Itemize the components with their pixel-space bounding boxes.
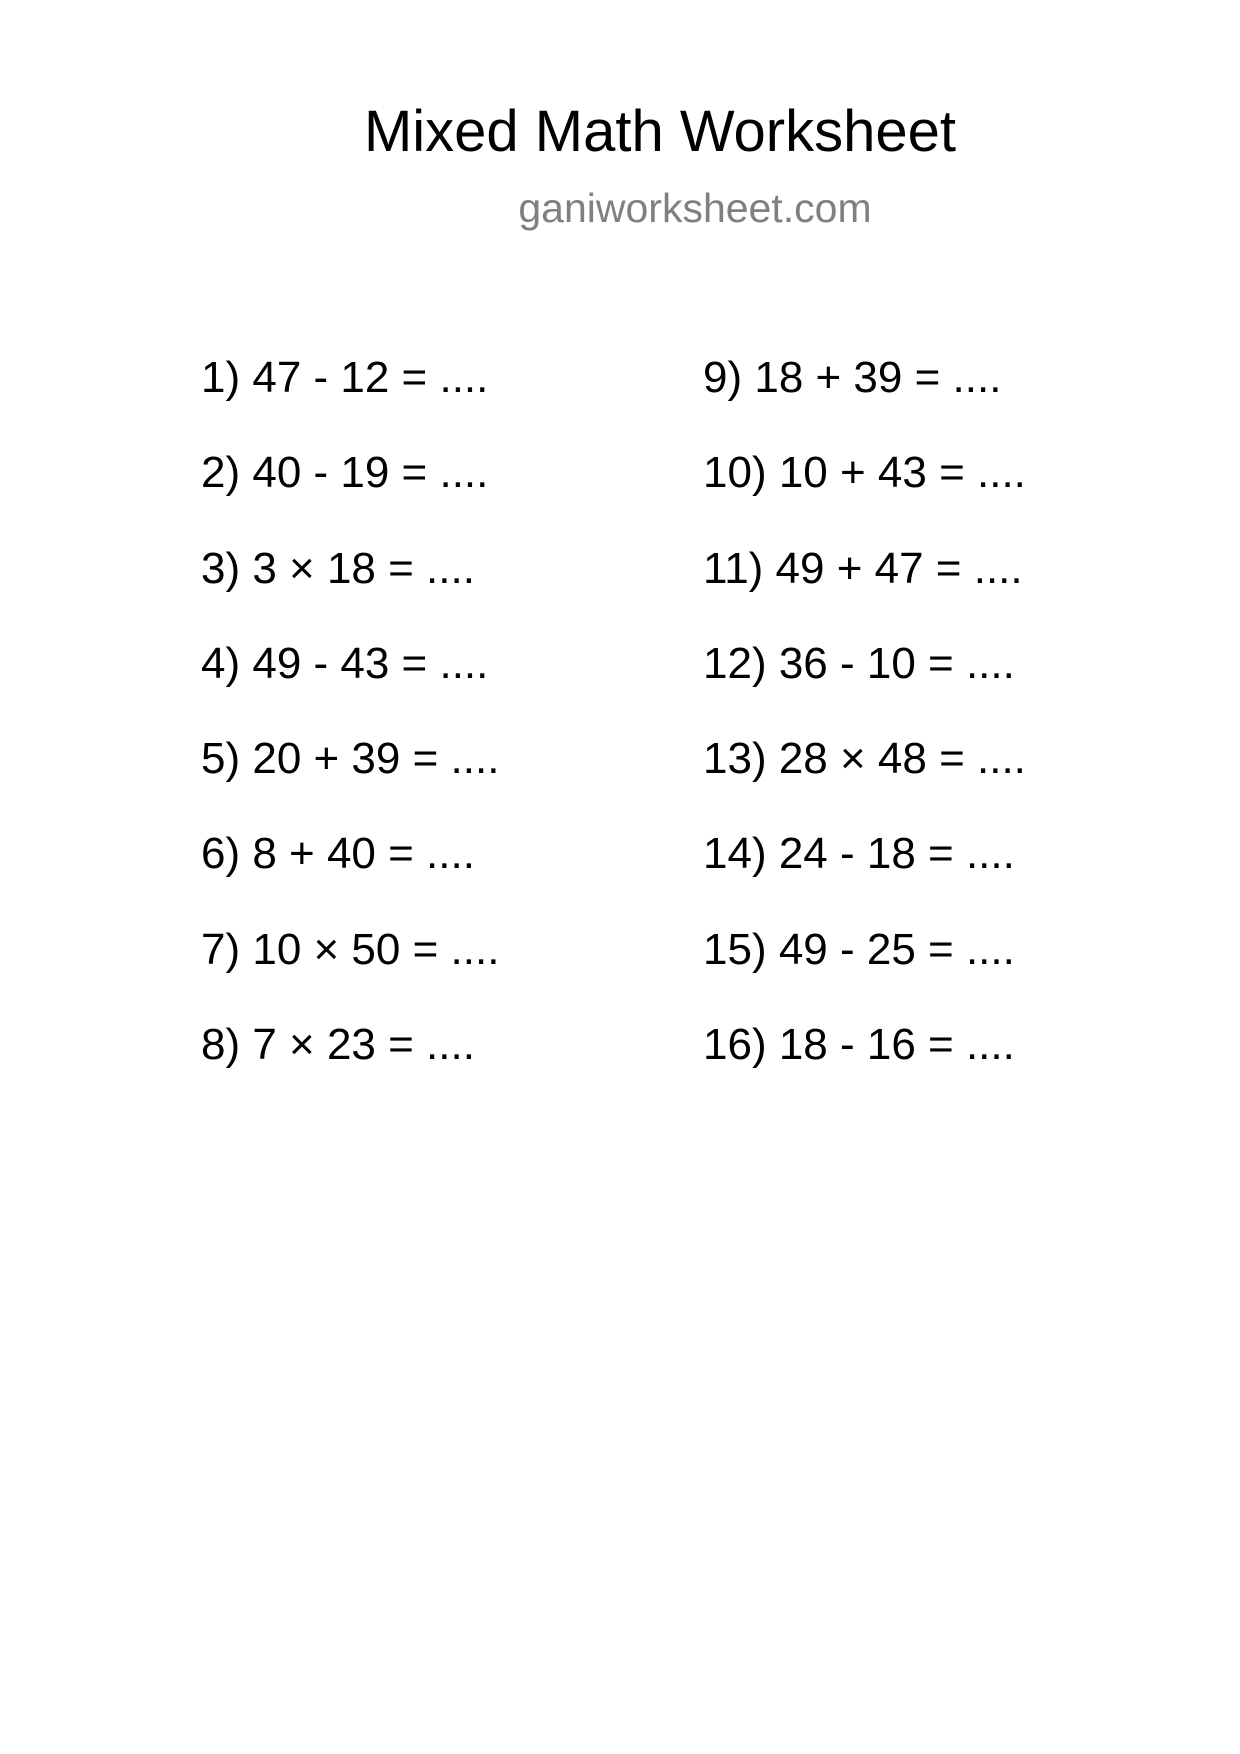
worksheet-title: Mixed Math Worksheet	[363, 99, 957, 164]
problem-item: 12) 36 - 10 = ....	[703, 638, 1015, 688]
problem-item: 16) 18 - 16 = ....	[703, 1020, 1015, 1070]
problem-item: 8) 7 × 23 = ....	[201, 1020, 475, 1070]
website-watermark: ganiworksheet.com	[518, 185, 872, 231]
problem-item: 10) 10 + 43 = ....	[703, 448, 1026, 498]
problem-item: 7) 10 × 50 = ....	[201, 924, 500, 974]
problem-item: 13) 28 × 48 = ....	[703, 734, 1026, 784]
problem-item: 6) 8 + 40 = ....	[201, 829, 475, 879]
problem-column-left	[201, 351, 499, 1113]
problem-item: 5) 20 + 39 = ....	[201, 734, 500, 784]
problem-item: 15) 49 - 25 = ....	[703, 924, 1015, 974]
problem-item: 1) 47 - 12 = ....	[201, 353, 489, 402]
problem-item: 9) 18 + 39 = ....	[703, 353, 1002, 402]
problem-item: 14) 24 - 18 = ....	[703, 829, 1015, 879]
problem-item: 3) 3 × 18 = ....	[201, 543, 475, 593]
problem-item: 11) 49 + 47 = ....	[703, 543, 1023, 593]
problem-item: 2) 40 - 19 = ....	[201, 448, 489, 498]
problem-item: 4) 49 - 43 = ....	[201, 638, 489, 688]
problem-column-right	[703, 351, 1026, 1113]
